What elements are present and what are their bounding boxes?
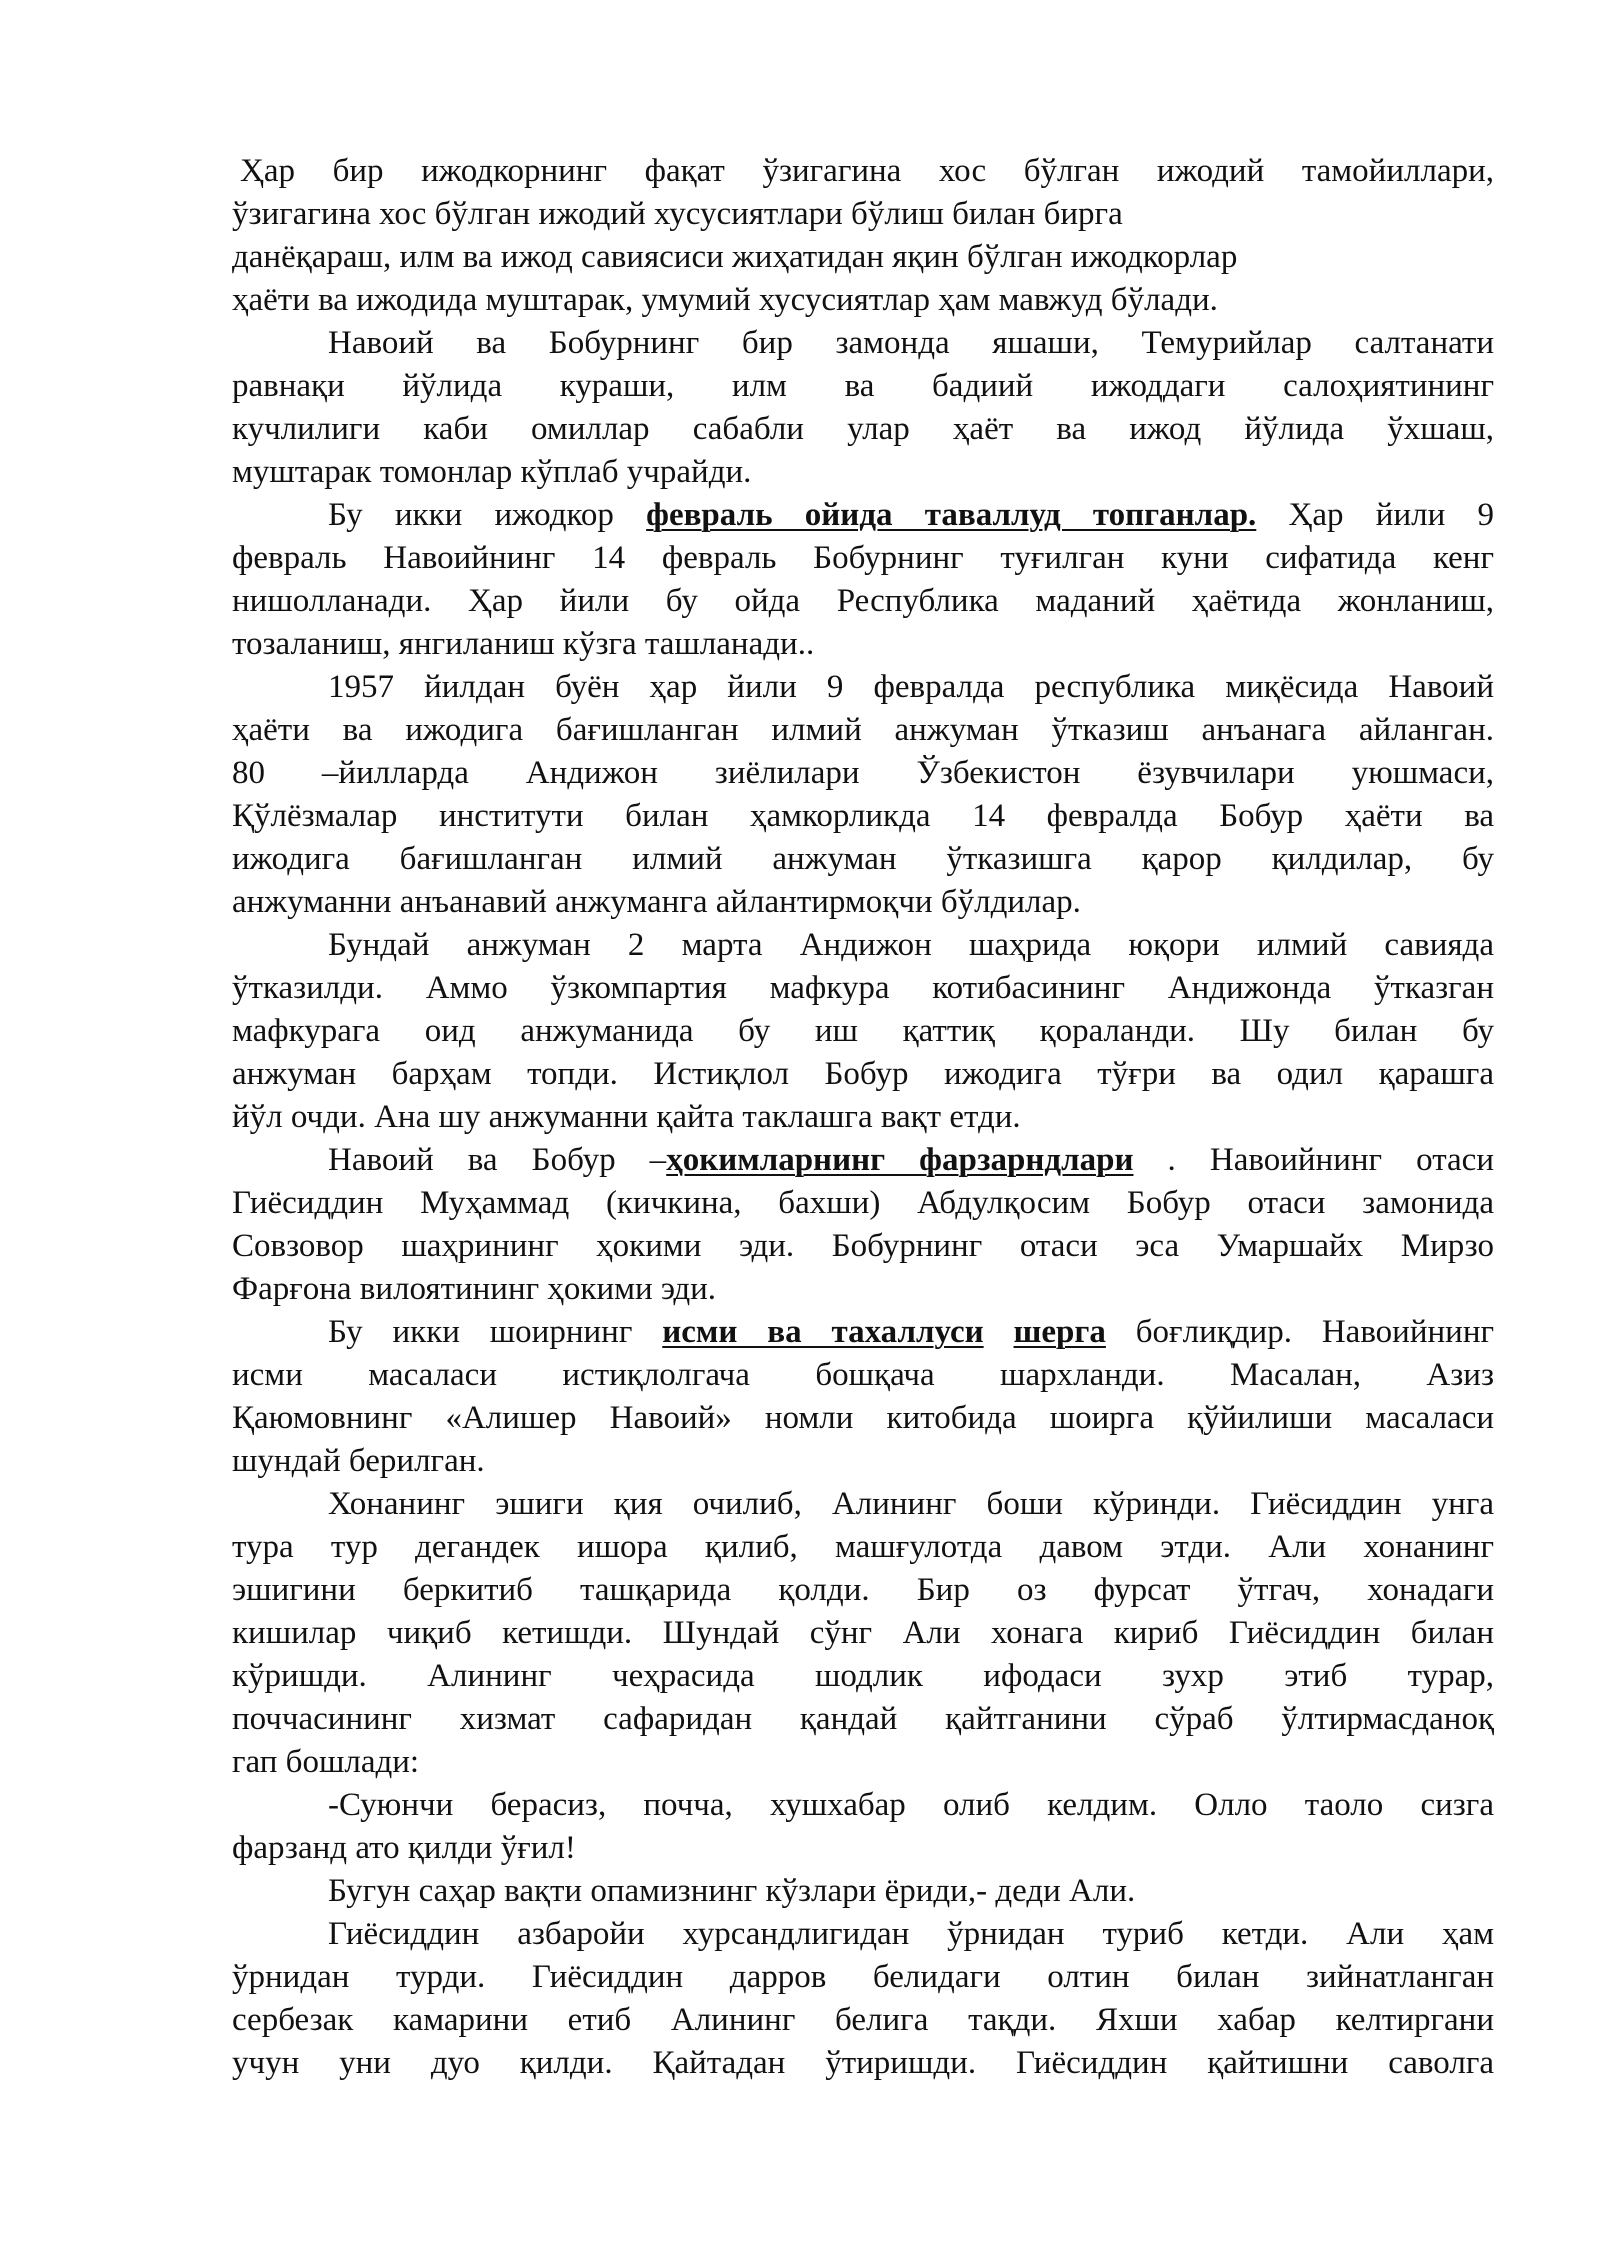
text-line xyxy=(232,1268,1494,1311)
text-segment: ҳаёти ва ижодига бағишланган илмий анжуман ўтказиш анъанага айланган. xyxy=(232,712,1494,748)
text-segment: Ҳар бир ижодкорнинг фақат ўзигагина хос бўлган ижодий тамойиллари, xyxy=(240,153,1494,189)
text-segment: нишолланади. Ҳар йили бу ойда Республика маданий ҳаётида жонланиш, xyxy=(232,583,1494,619)
paragraph xyxy=(232,1870,1494,1913)
text-line xyxy=(232,537,1494,580)
text-segment: тозаланиш, янгиланиш кўзга ташланади.. xyxy=(232,626,815,662)
text-segment: Ҳар йили 9 xyxy=(1256,497,1494,533)
text-segment: февраль Навоийнинг 14 февраль Бобурнинг туғилган куни сифатида кенг xyxy=(232,540,1494,576)
text-segment: 1957 йилдан буён ҳар йили 9 февралда республика миқёсида Навоий xyxy=(328,669,1494,705)
text-segment: Қўлёзмалар институти билан ҳамкорликда 14 февралда Бобур ҳаёти ва xyxy=(232,798,1494,834)
paragraph xyxy=(232,494,1494,666)
text-line xyxy=(232,1999,1494,2042)
text-segment: данёқараш, илм ва ижод савиясиси жиҳатидан яқин бўлган ижодкорлар xyxy=(232,239,1238,275)
text-segment: анжуман барҳам топди. Истиқлол Бобур ижодига тўғри ва одил қарашга xyxy=(232,1056,1494,1092)
paragraph xyxy=(232,924,1494,1139)
text-segment: Совзовор шаҳрининг ҳокими эди. Бобурнинг отаси эса Умаршайх Мирзо xyxy=(232,1228,1494,1264)
text-segment: гап бошлади: xyxy=(232,1744,420,1780)
text-line xyxy=(232,1913,1494,1956)
text-segment: эшигини беркитиб ташқарида қолди. Бир оз фурсат ўтгач, хонадаги xyxy=(232,1572,1494,1608)
text-segment: Бу икки ижодкор xyxy=(328,497,647,533)
text-segment: боғлиқдир. Навоийнинг xyxy=(1105,1314,1495,1350)
text-segment xyxy=(984,1314,1014,1350)
text-segment: муштарак томонлар кўплаб учрайди. xyxy=(232,454,752,490)
text-segment: сербезак камарини етиб Алининг белига тақди. Яхши хабар келтиргани xyxy=(232,2002,1494,2038)
paragraph xyxy=(232,1784,1494,1870)
text-segment: Фарғона вилоятининг ҳокими эди. xyxy=(232,1271,717,1307)
text-line xyxy=(232,1827,1494,1870)
text-line xyxy=(232,666,1494,709)
text-line xyxy=(232,365,1494,408)
text-line xyxy=(232,1655,1494,1698)
text-segment: ўрнидан турди. Гиёсиддин дарров белидаги олтин билан зийнатланган xyxy=(232,1959,1494,1995)
text-segment: Гиёсиддин азбаройи хурсандлигидан ўрнидан туриб кетди. Али ҳам xyxy=(328,1916,1494,1952)
emphasized-phrase: ҳокимларнинг фарзарндлари xyxy=(666,1142,1134,1178)
text-segment: шундай берилган. xyxy=(232,1443,485,1479)
text-line xyxy=(232,279,1494,322)
text-segment: равнақи йўлида кураши, илм ва бадиий ижоддаги салоҳиятининг xyxy=(232,368,1494,404)
text-line xyxy=(232,408,1494,451)
text-line xyxy=(232,1956,1494,1999)
text-segment: -Суюнчи берасиз, почча, хушхабар олиб келдим. Олло таоло сизга xyxy=(328,1787,1494,1823)
text-segment: 80 –йилларда Андижон зиёлилари Ўзбекистон ёзувчилари уюшмаси, xyxy=(232,755,1494,791)
paragraph xyxy=(232,1139,1494,1311)
text-segment: . Навоийнинг отаси xyxy=(1133,1142,1494,1178)
paragraph xyxy=(232,1483,1494,1784)
document-page xyxy=(232,150,1494,2085)
text-line xyxy=(232,1526,1494,1569)
paragraph xyxy=(232,1311,1494,1483)
paragraph xyxy=(232,666,1494,924)
text-line xyxy=(232,1397,1494,1440)
text-line xyxy=(232,1440,1494,1483)
emphasized-phrase: исми ва тахаллуси xyxy=(662,1314,984,1350)
text-segment: йўл очди. Ана шу анжуманни қайта таклашга вақт етди. xyxy=(232,1099,1021,1135)
text-line xyxy=(232,1053,1494,1096)
paragraph xyxy=(232,1913,1494,2085)
text-line xyxy=(232,1010,1494,1053)
text-line xyxy=(232,494,1494,537)
text-line xyxy=(232,924,1494,967)
text-segment: мафкурага оид анжуманида бу иш қаттиқ қораланди. Шу билан бу xyxy=(232,1013,1494,1049)
text-segment: Навоий ва Бобурнинг бир замонда яшаши, Темурийлар салтанати xyxy=(328,325,1494,361)
text-segment: Навоий ва Бобур – xyxy=(328,1142,667,1178)
emphasized-phrase: февраль ойида таваллуд топганлар. xyxy=(646,497,1257,533)
text-line xyxy=(232,1612,1494,1655)
text-segment: учун уни дуо қилди. Қайтадан ўтиришди. Гиёсиддин қайтишни саволга xyxy=(232,2045,1494,2081)
text-line xyxy=(232,1096,1494,1139)
text-segment: Бундай анжуман 2 марта Андижон шаҳрида юқори илмий савияда xyxy=(328,927,1494,963)
text-line xyxy=(232,451,1494,494)
text-segment: Қаюмовнинг «Алишер Навоий» номли китобида шоирга қўйилиши масаласи xyxy=(232,1400,1494,1436)
text-segment: анжуманни анъанавий анжуманга айлантирмоқчи бўлдилар. xyxy=(232,884,1081,920)
text-line xyxy=(232,1870,1494,1913)
text-segment: ўзигагина хос бўлган ижодий хусусиятлари бўлиш билан бирга xyxy=(232,196,1123,232)
text-segment: фарзанд ато қилди ўғил! xyxy=(232,1830,576,1866)
text-segment: кучлилиги каби омиллар сабабли улар ҳаёт ва ижод йўлида ўхшаш, xyxy=(232,411,1494,447)
text-line xyxy=(232,967,1494,1010)
text-segment: кўришди. Алининг чеҳрасида шодлик ифодаси зухр этиб турар, xyxy=(232,1658,1494,1694)
text-line xyxy=(232,752,1494,795)
text-line xyxy=(232,838,1494,881)
text-line xyxy=(232,580,1494,623)
text-line xyxy=(232,1569,1494,1612)
text-segment: Бу икки шоирнинг xyxy=(328,1314,663,1350)
text-line xyxy=(232,1139,1494,1182)
text-segment: исми масаласи истиқлолгача бошқача шархланди. Масалан, Азиз xyxy=(232,1357,1494,1393)
text-segment: ҳаёти ва ижодида муштарак, умумий хусусиятлар ҳам мавжуд бўлади. xyxy=(232,282,1218,318)
paragraph xyxy=(232,150,1494,322)
text-line xyxy=(232,1698,1494,1741)
text-segment: ўтказилди. Аммо ўзкомпартия мафкура котибасининг Андижонда ўтказган xyxy=(232,970,1494,1006)
text-segment: Бугун саҳар вақти опамизнинг кўзлари ёриди,- деди Али. xyxy=(328,1873,1136,1909)
text-line xyxy=(232,150,1494,193)
text-line xyxy=(232,1784,1494,1827)
text-segment: тура тур дегандек ишора қилиб, машғулотда давом этди. Али хонанинг xyxy=(232,1529,1494,1565)
text-line xyxy=(232,193,1494,236)
text-line xyxy=(232,1741,1494,1784)
text-segment: поччасининг хизмат сафаридан қандай қайтганини сўраб ўлтирмасданоқ xyxy=(232,1701,1494,1737)
text-line xyxy=(232,795,1494,838)
text-line xyxy=(232,1483,1494,1526)
text-segment: кишилар чиқиб кетишди. Шундай сўнг Али хонага кириб Гиёсиддин билан xyxy=(232,1615,1494,1651)
text-line xyxy=(232,2042,1494,2085)
text-line xyxy=(232,881,1494,924)
text-line xyxy=(232,1354,1494,1397)
text-line xyxy=(232,236,1494,279)
text-line xyxy=(232,1311,1494,1354)
text-segment: Хонанинг эшиги қия очилиб, Алининг боши кўринди. Гиёсиддин унга xyxy=(328,1486,1494,1522)
text-segment: ижодига бағишланган илмий анжуман ўтказишга қарор қилдилар, бу xyxy=(232,841,1494,877)
text-line xyxy=(232,322,1494,365)
text-line xyxy=(232,623,1494,666)
text-segment: Гиёсиддин Муҳаммад (кичкина, бахши) Абдулқосим Бобур отаси замонида xyxy=(232,1185,1494,1221)
text-line xyxy=(232,1182,1494,1225)
text-line xyxy=(232,709,1494,752)
emphasized-phrase: шерга xyxy=(1013,1314,1106,1350)
text-line xyxy=(232,1225,1494,1268)
paragraph xyxy=(232,322,1494,494)
